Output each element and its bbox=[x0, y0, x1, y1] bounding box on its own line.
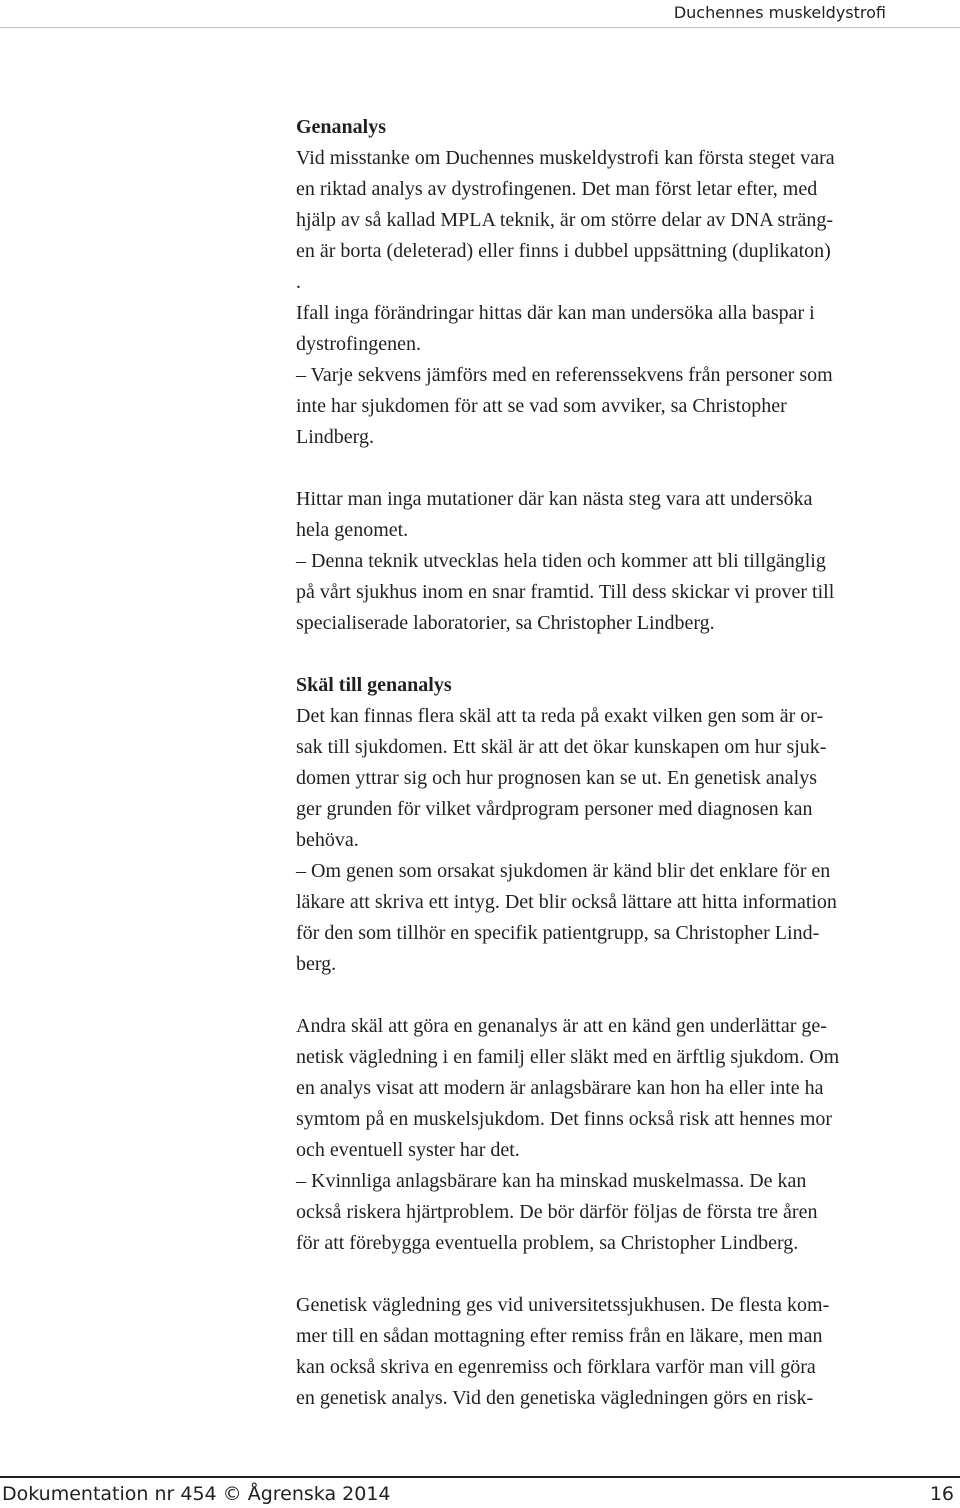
text-line: en riktad analys av dystrofingenen. Det man först letar efter, med bbox=[296, 178, 818, 200]
text-line: kan också skriva en egenremiss och förklara varför man vill göra bbox=[296, 1356, 816, 1378]
text-line: också riskera hjärtproblem. De bör därför följas de första tre åren bbox=[296, 1201, 818, 1223]
text-line: berg. bbox=[296, 953, 337, 975]
text-line: Ifall inga förändringar hittas där kan man undersöka alla baspar i bbox=[296, 302, 815, 324]
page-header bbox=[0, 0, 960, 28]
paragraph-gap bbox=[296, 1259, 936, 1290]
section-skal-till-genanalys bbox=[296, 670, 936, 980]
text-line: Det kan finnas flera skäl att ta reda på exakt vilken gen som är or- bbox=[296, 705, 824, 727]
article-body bbox=[296, 112, 936, 1414]
text-line: en genetisk analys. Vid den genetiska vägledningen görs en risk- bbox=[296, 1387, 814, 1409]
text-line: läkare att skriva ett intyg. Det blir också lättare att hitta information bbox=[296, 891, 837, 913]
text-line: – Om genen som orsakat sjukdomen är känd blir det enklare för en bbox=[296, 860, 831, 882]
text-line: för att förebygga eventuella problem, sa Christopher Lindberg. bbox=[296, 1232, 799, 1254]
text-line: hjälp av så kallad MPLA teknik, är om större delar av DNA sträng- bbox=[296, 209, 834, 231]
text-line: för den som tillhör en specifik patientgrupp, sa Christopher Lind- bbox=[296, 922, 820, 944]
text-line: dystrofingenen. bbox=[296, 333, 421, 355]
text-line: behöva. bbox=[296, 829, 359, 851]
text-line: Vid misstanke om Duchennes muskeldystrofi kan första steget vara bbox=[296, 147, 835, 169]
text-line: och eventuell syster har det. bbox=[296, 1139, 520, 1161]
section-genetisk-vagledning bbox=[296, 1290, 936, 1414]
text-line: mer till en sådan mottagning efter remiss från en läkare, men man bbox=[296, 1325, 823, 1347]
text-line: Hittar man inga mutationer där kan nästa steg vara att undersöka bbox=[296, 488, 813, 510]
text-line: sak till sjukdomen. Ett skäl är att det ökar kunskapen om hur sjuk- bbox=[296, 736, 827, 758]
text-line: – Varje sekvens jämförs med en referenssekvens från personer som bbox=[296, 364, 833, 386]
footer-publication-info: Dokumentation nr 454 © Ågrenska 2014 bbox=[2, 1483, 391, 1505]
text-line: – Kvinnliga anlagsbärare kan ha minskad muskelmassa. De kan bbox=[296, 1170, 807, 1192]
section-mutationer bbox=[296, 484, 936, 639]
text-line: en analys visat att modern är anlagsbärare kan hon ha eller inte ha bbox=[296, 1077, 824, 1099]
text-line: symtom på en muskelsjukdom. Det finns också risk att hennes mor bbox=[296, 1108, 833, 1130]
page-number: 16 bbox=[929, 1483, 954, 1505]
section-heading: Skäl till genanalys bbox=[296, 674, 452, 696]
text-line: specialiserade laboratorier, sa Christopher Lindberg. bbox=[296, 612, 715, 634]
section-heading: Genanalys bbox=[296, 116, 387, 138]
section-andra-skal bbox=[296, 1011, 936, 1259]
text-line: på vårt sjukhus inom en snar framtid. Till dess skickar vi prover till bbox=[296, 581, 835, 603]
text-line: – Denna teknik utvecklas hela tiden och kommer att bli tillgänglig bbox=[296, 550, 826, 572]
paragraph-gap bbox=[296, 980, 936, 1011]
text-line: en är borta (deleterad) eller finns i dubbel uppsättning (duplikaton) bbox=[296, 240, 831, 262]
text-line: inte har sjukdomen för att se vad som avviker, sa Christopher bbox=[296, 395, 787, 417]
paragraph-gap bbox=[296, 453, 936, 484]
page-footer bbox=[0, 1476, 960, 1508]
text-line: domen yttrar sig och hur prognosen kan se ut. En genetisk analys bbox=[296, 767, 817, 789]
text-line: ger grunden för vilket vårdprogram personer med diagnosen kan bbox=[296, 798, 813, 820]
text-line: Lindberg. bbox=[296, 426, 374, 448]
text-line: hela genomet. bbox=[296, 519, 409, 541]
header-divider bbox=[0, 27, 960, 28]
text-line: Genetisk vägledning ges vid universitetssjukhusen. De flesta kom- bbox=[296, 1294, 830, 1316]
paragraph-gap bbox=[296, 639, 936, 670]
text-line: netisk vägledning i en familj eller släkt med en ärftlig sjukdom. Om bbox=[296, 1046, 840, 1068]
text-line: . bbox=[296, 271, 301, 293]
section-genanalys bbox=[296, 112, 936, 453]
footer-divider bbox=[0, 1476, 960, 1478]
running-header-title: Duchennes muskeldystrofi bbox=[673, 3, 886, 22]
text-line: Andra skäl att göra en genanalys är att en känd gen underlättar ge- bbox=[296, 1015, 827, 1037]
